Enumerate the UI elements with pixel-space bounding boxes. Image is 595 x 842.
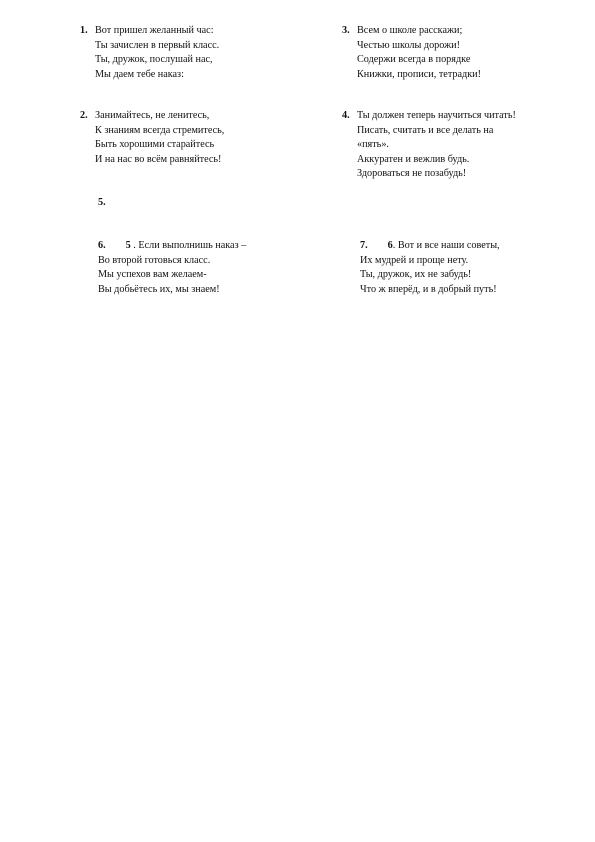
stanza-line: . Вот и все наши советы, <box>392 240 500 251</box>
stanza-line: Что ж вперёд, и в добрый путь! <box>360 283 497 295</box>
stanza-number: 5. <box>98 197 106 208</box>
inline-stanza-number: 5 <box>125 240 131 251</box>
stanza-line: И на нас во всём равняйтесь! <box>95 153 222 165</box>
inline-stanza-number: 6 <box>387 240 393 251</box>
stanza-first-line <box>360 239 500 254</box>
stanza-line: Быть хорошими старайтесь <box>95 139 215 151</box>
stanza-line: Вы добьётесь их, мы знаем! <box>98 283 220 295</box>
stanza-2 <box>80 109 224 167</box>
stanza-number: 6. <box>98 240 106 251</box>
stanza-7 <box>360 239 500 297</box>
stanza-line: Занимайтесь, не ленитесь, <box>95 110 210 121</box>
stanza-line: «пять». <box>357 139 389 151</box>
stanza-1 <box>80 24 219 82</box>
stanza-line: Книжки, прописи, тетрадки! <box>357 68 481 80</box>
stanza-line: Аккуратен и вежлив будь. <box>357 153 470 165</box>
stanza-line: Писать, считать и все делать на <box>357 124 494 136</box>
stanza-6 <box>98 239 246 297</box>
stanza-line: Ты, дружок, их не забудь! <box>360 269 472 281</box>
stanza-line: . Если выполнишь наказ – <box>130 240 247 251</box>
stanza-number: 4. <box>342 110 350 121</box>
stanza-first-line <box>98 239 246 254</box>
stanza-line: Мы даем тебе наказ: <box>95 68 184 80</box>
stanza-line: Их мудрей и проще нету. <box>360 254 469 266</box>
stanza-number: 2. <box>80 110 88 121</box>
stanza-number: 7. <box>360 240 368 251</box>
stanza-line: Ты зачислен в первый класс. <box>95 39 220 51</box>
stanza-line: Мы успехов вам желаем- <box>98 269 207 281</box>
stanza-3 <box>342 24 481 82</box>
stanza-line: Всем о школе расскажи; <box>357 25 463 36</box>
stanza-number: 1. <box>80 25 88 36</box>
stanza-line: Здороваться не позабудь! <box>357 168 467 180</box>
stanza-line: Ты, дружок, послушай нас, <box>95 54 213 66</box>
stanza-5 <box>98 196 106 211</box>
stanza-line: Вот пришел желанный час: <box>95 25 214 36</box>
stanza-line: Честью школы дорожи! <box>357 39 460 51</box>
stanza-line: Содержи всегда в порядке <box>357 54 471 66</box>
stanza-number: 3. <box>342 25 350 36</box>
stanza-line: К знаниям всегда стремитесь, <box>95 124 225 136</box>
stanza-4 <box>342 109 516 182</box>
stanza-line: Во второй готовься класс. <box>98 254 211 266</box>
stanza-line: Ты должен теперь научиться читать! <box>357 110 516 121</box>
